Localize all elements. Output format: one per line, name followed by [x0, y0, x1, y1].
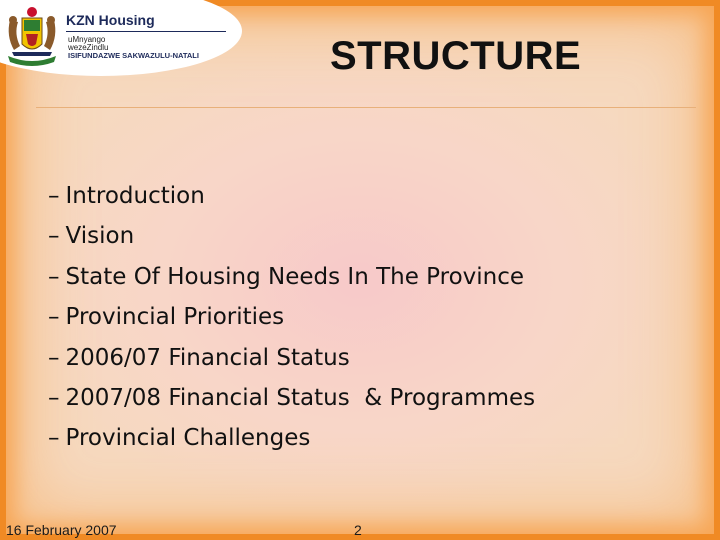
org-name: KZN Housing [66, 12, 155, 28]
footer-date: 16 February 2007 [6, 522, 117, 538]
org-subtitle-line-1: uMnyango [68, 35, 106, 44]
bullet-dash: – [48, 183, 60, 209]
agenda-item [48, 257, 535, 297]
bullet-dash: – [48, 304, 60, 331]
logo-divider [66, 31, 226, 32]
agenda-item-label: Vision [65, 223, 135, 250]
bullet-dash: – [48, 384, 60, 411]
agenda-item-label: State Of Housing Needs In The Province [65, 263, 525, 290]
bullet-dash: – [48, 344, 60, 371]
agenda-list [48, 176, 535, 459]
agenda-item-label: 2006/07 Financial Status [65, 344, 350, 371]
title-divider [36, 107, 696, 108]
bullet-dash: – [48, 263, 60, 290]
agenda-item [48, 297, 535, 337]
agenda-item [48, 338, 535, 378]
slide-title: STRUCTURE [330, 34, 582, 78]
agenda-item [48, 176, 535, 216]
org-subtitle-line-2: wezeZindlu [68, 43, 109, 52]
org-subtitle-line-3: ISIFUNDAZWE SAKWAZULU-NATALI [68, 51, 199, 60]
agenda-item-label: Provincial Challenges [65, 425, 311, 452]
kzn-crest-icon [2, 4, 62, 70]
agenda-item [48, 216, 535, 256]
agenda-item-label: Introduction [65, 183, 205, 209]
bullet-dash: – [48, 425, 60, 452]
agenda-item-label: Provincial Priorities [65, 304, 285, 331]
page-number: 2 [354, 522, 362, 538]
agenda-item [48, 418, 535, 458]
agenda-item [48, 378, 535, 418]
bullet-dash: – [48, 223, 60, 250]
agenda-item-label: 2007/08 Financial Status & Programmes [65, 384, 536, 411]
